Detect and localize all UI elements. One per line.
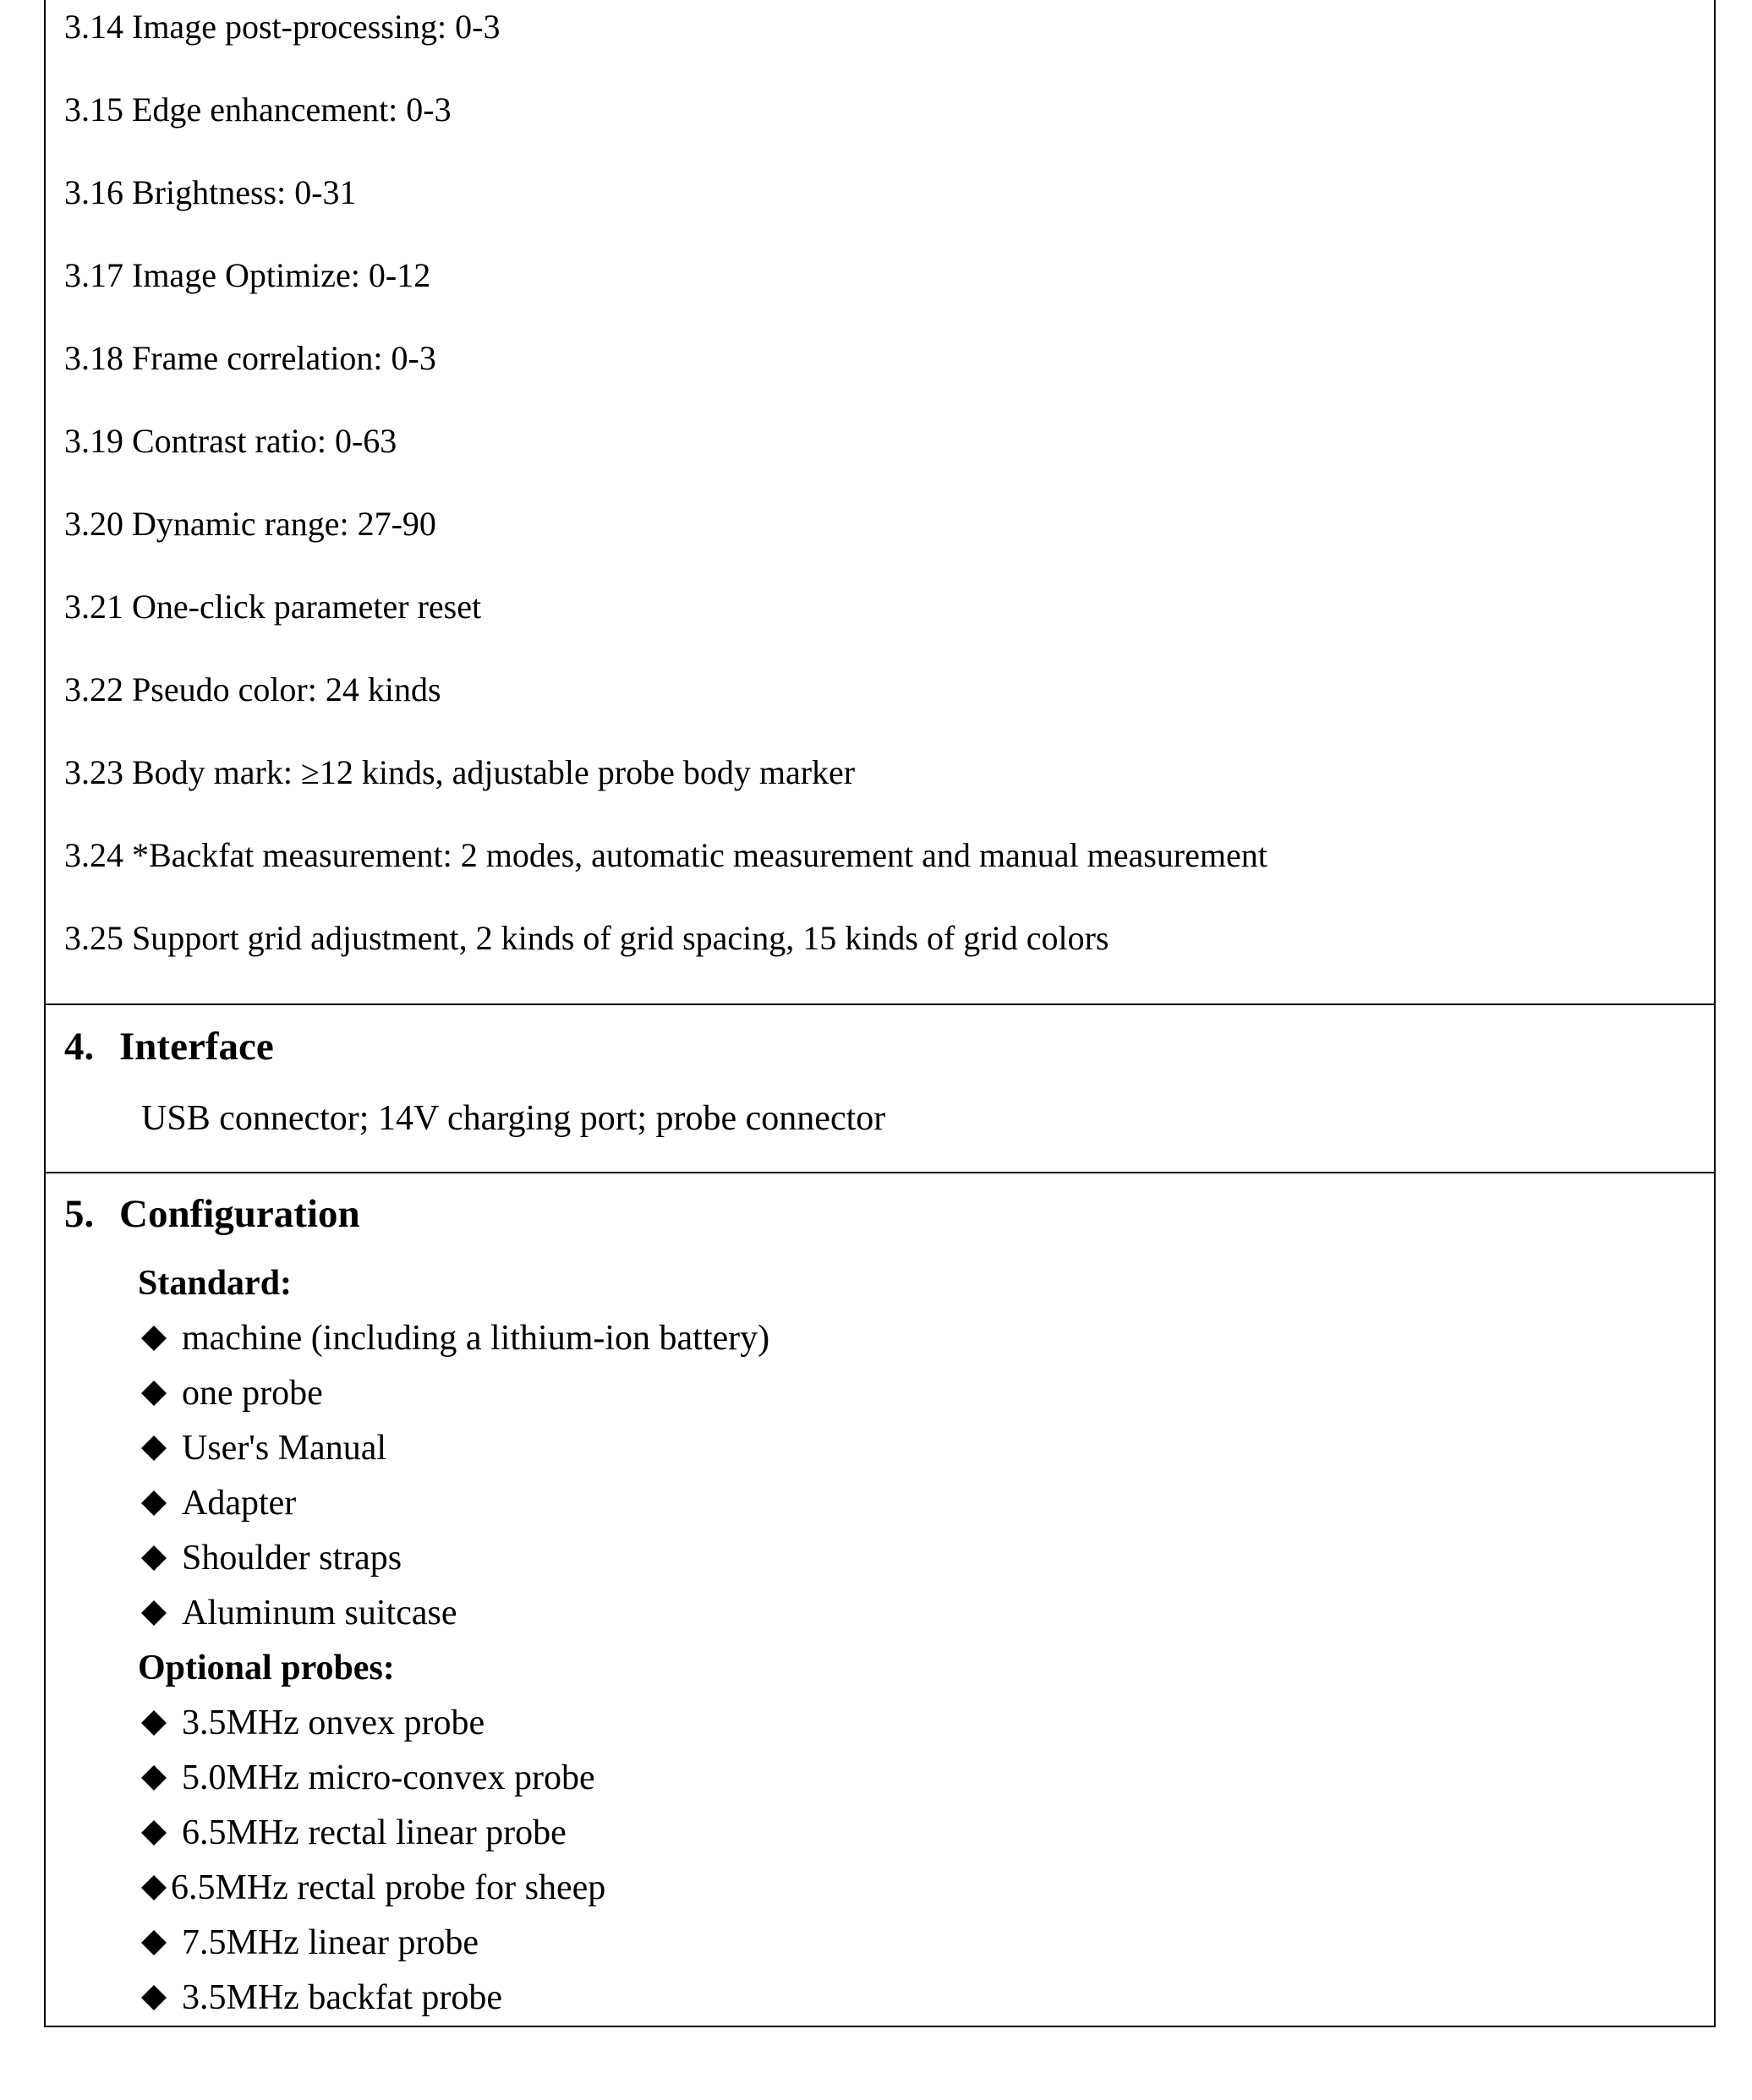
black-diamond-icon [141,1436,167,1461]
spec-item: 3.21 One-click parameter reset [64,588,482,626]
black-diamond-icon [141,1875,167,1900]
spec-item: 3.23 Body mark: ≥12 kinds, adjustable probe body marker [64,753,856,791]
black-diamond-icon [141,1490,167,1516]
list-item: 5.0MHz micro-convex probe [141,1757,595,1799]
interface-description: USB connector; 14V charging port; probe connector [141,1099,886,1138]
list-item: Aluminum suitcase [141,1592,457,1634]
section-title: Configuration [119,1192,360,1236]
standard-label: Standard: [138,1264,293,1303]
black-diamond-icon [141,1985,167,2010]
list-item: Shoulder straps [141,1537,402,1579]
section-number: 5. [64,1192,95,1236]
black-diamond-icon [141,1820,167,1846]
spec-item: 3.24 *Backfat measurement: 2 modes, automatic measurement and manual measurement [64,836,1267,874]
spec-item: 3.14 Image post-processing: 0-3 [64,8,501,46]
spec-item: 3.16 Brightness: 0-31 [64,173,357,211]
black-diamond-icon [141,1381,167,1406]
section-number: 4. [64,1025,95,1069]
interface-heading [64,1023,274,1070]
spec-item: 3.19 Contrast ratio: 0-63 [64,422,397,460]
list-item: machine (including a lithium-ion battery) [141,1317,769,1359]
black-diamond-icon [141,1930,167,1955]
black-diamond-icon [141,1710,167,1736]
interface-section [44,1004,1716,1173]
configuration-heading [64,1190,360,1238]
list-item: 3.5MHz backfat probe [141,1977,502,2019]
black-diamond-icon [141,1326,167,1351]
black-diamond-icon [141,1545,167,1571]
optional-probes-label: Optional probes: [138,1649,395,1687]
list-item: 3.5MHz onvex probe [141,1702,485,1744]
list-item: 7.5MHz linear probe [141,1922,479,1964]
list-item: one probe [141,1372,323,1414]
black-diamond-icon [141,1600,167,1626]
list-item: Adapter [141,1482,296,1524]
spec-item: 3.15 Edge enhancement: 0-3 [64,90,452,129]
black-diamond-icon [141,1765,167,1791]
specs-section [44,0,1716,1005]
list-item: 6.5MHz rectal linear probe [141,1812,567,1854]
section-title: Interface [119,1025,274,1069]
spec-item: 3.17 Image Optimize: 0-12 [64,256,431,294]
spec-item: 3.25 Support grid adjustment, 2 kinds of grid spacing, 15 kinds of grid colors [64,919,1109,957]
list-item: 6.5MHz rectal probe for sheep [141,1867,605,1909]
spec-item: 3.18 Frame correlation: 0-3 [64,339,436,377]
list-item: User's Manual [141,1427,386,1469]
configuration-section [44,1173,1716,2027]
spec-item: 3.22 Pseudo color: 24 kinds [64,670,441,708]
spec-item: 3.20 Dynamic range: 27-90 [64,505,436,543]
